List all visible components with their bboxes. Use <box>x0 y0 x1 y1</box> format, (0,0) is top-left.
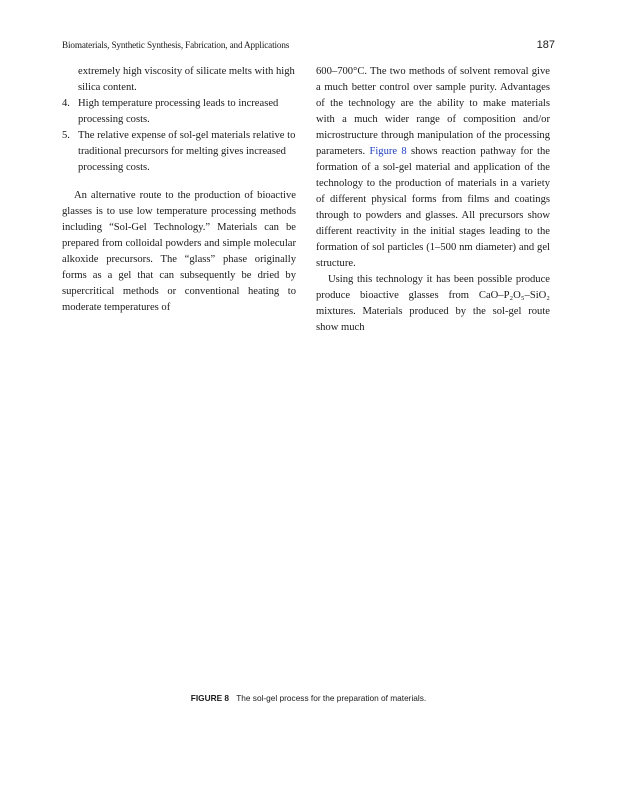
body-paragraph <box>316 64 550 272</box>
figure-caption <box>0 693 617 703</box>
list-item <box>62 96 296 128</box>
numbered-list <box>62 64 296 176</box>
figure-label: FIGURE 8 <box>190 693 230 703</box>
figure-8-link[interactable]: Figure 8 <box>369 146 407 157</box>
figure-caption-text: The sol-gel process for the preparation of materials. <box>236 693 427 703</box>
paragraph-text: shows reaction pathway for the formation of a sol-gel material and application of the technology to the production of materials in a variety of different physical forms from films and coatings through to powders and glasses. All precursors show different reactivity in the initial stages leading to the formation of sol particles (1–500 nm diameter) and gel structure. <box>316 146 551 269</box>
running-head: Biomaterials, Synthetic Synthesis, Fabrication, and Applications <box>62 40 290 50</box>
page-number: 187 <box>536 39 555 51</box>
list-item-text: High temperature processing leads to increased processing costs. <box>78 98 279 125</box>
list-item-text: The relative expense of sol-gel materials relative to traditional precursors for melting gives increased processing costs. <box>78 130 296 173</box>
body-paragraph: Using this technology it has been possible produce produce bioactive glasses from CaO–P₂O₅–SiO₂ mixtures. Materials produced by the sol-gel route show much <box>316 274 550 333</box>
list-item-number: 4. <box>62 98 70 109</box>
left-column <box>62 64 296 316</box>
list-item-text: extremely high viscosity of silicate melts with high silica content. <box>78 66 295 93</box>
body-paragraph: An alternative route to the production of bioactive glasses is to use low temperature processing methods including “Sol-Gel Technology.” Materials can be prepared from colloidal powders and simple molecular alkoxide precursors. The “glass” phase originally forms as a gel that can subsequently be dried by supercritical methods or conventional heating to moderate temperatures of <box>62 190 296 313</box>
list-item-number: 5. <box>62 130 70 141</box>
right-column <box>316 64 550 336</box>
list-item <box>62 128 296 176</box>
list-item <box>62 64 296 96</box>
paragraph-text: 600–700°C. The two methods of solvent removal give a much better control over sample purity. Advantages of the technology are the ability to make materials with a much wider range of composition and/or microstructure through manipulation of the processing parameters. <box>316 66 550 157</box>
